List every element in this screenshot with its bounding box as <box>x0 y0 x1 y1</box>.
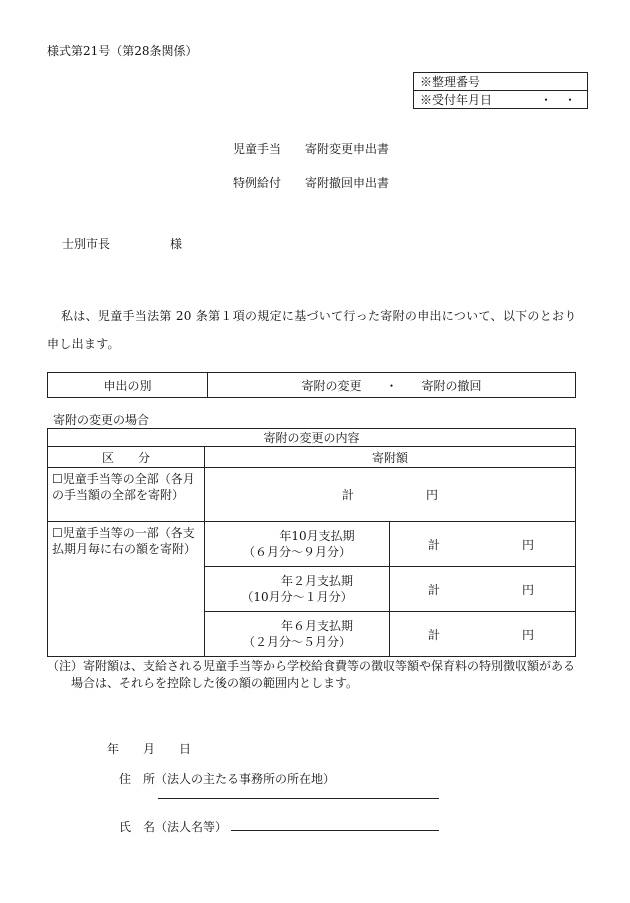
all-amount-field[interactable]: 計 円 <box>205 468 576 522</box>
period-feb-yen-label: 円 <box>522 582 535 597</box>
period-oct-label: 年10月支払期 <box>279 529 355 543</box>
change-case-label: 寄附の変更の場合 <box>53 413 150 427</box>
receipt-date-label: ※受付年月日 ・ ・ <box>414 91 588 109</box>
request-type-options[interactable]: 寄附の変更 ・ 寄附の撤回 <box>208 373 576 398</box>
period-feb <box>205 567 390 612</box>
footnote-line-1: （注）寄附額は、支給される児童手当等から学校給食費等の徴収等額や保育料の特別徴収額がある <box>47 659 576 673</box>
reference-number-label: ※整理番号 <box>414 73 588 91</box>
address-label: 住 所（法人の主たる事務所の所在地） <box>119 772 336 786</box>
date-field[interactable]: 年 月 日 <box>107 742 192 756</box>
period-oct-total-label: 計 <box>428 537 441 552</box>
body-statement: 私は、児童手当法第 20 条第１項の規定に基づいて行った寄附の申出について、以下のとおり申し出ます。 <box>47 309 577 351</box>
footnote-line-2: 場合は、それらを控除した後の額の範囲内とします。 <box>71 676 359 690</box>
period-jun-total-label: 計 <box>428 627 441 642</box>
change-content-header: 寄附の変更の内容 <box>48 429 576 447</box>
form-number: 様式第21号（第28条関係） <box>47 44 198 58</box>
period-oct-months: （６月分～９月分） <box>242 545 351 559</box>
request-type-table <box>47 372 576 398</box>
change-details-table <box>47 428 576 657</box>
period-jun <box>205 612 390 657</box>
period-feb-total-label: 計 <box>428 582 441 597</box>
period-jun-label: 年６月支払期 <box>280 619 353 633</box>
period-oct-amount-field[interactable] <box>390 522 576 567</box>
category-header: 区 分 <box>48 447 205 468</box>
period-feb-amount-field[interactable] <box>390 567 576 612</box>
document-title-withdraw: 特例給付 寄附撤回申出書 <box>233 176 390 190</box>
request-type-label: 申出の別 <box>48 373 208 398</box>
receipt-box <box>413 72 588 109</box>
donation-amount-header: 寄附額 <box>205 447 576 468</box>
period-jun-amount-field[interactable] <box>390 612 576 657</box>
all-option-checkbox[interactable]: ☐児童手当等の全部（各月の手当額の全部を寄附） <box>48 468 205 522</box>
period-feb-months: （10月分～１月分） <box>241 590 353 604</box>
partial-option-checkbox[interactable]: ☐児童手当等の一部（各支払期月毎に右の額を寄附） <box>48 522 205 657</box>
addressee: 士別市長 様 <box>62 237 183 251</box>
period-oct <box>205 522 390 567</box>
name-input-line[interactable] <box>231 830 439 831</box>
period-jun-months: （２月分～５月分） <box>242 635 351 649</box>
footnote <box>47 658 597 692</box>
address-input-line[interactable] <box>158 798 439 799</box>
document-title-change: 児童手当 寄附変更申出書 <box>233 142 390 156</box>
period-oct-yen-label: 円 <box>522 537 535 552</box>
period-jun-yen-label: 円 <box>522 627 535 642</box>
name-label: 氏 名（法人名等） <box>119 820 228 834</box>
period-feb-label: 年２月支払期 <box>280 574 353 588</box>
